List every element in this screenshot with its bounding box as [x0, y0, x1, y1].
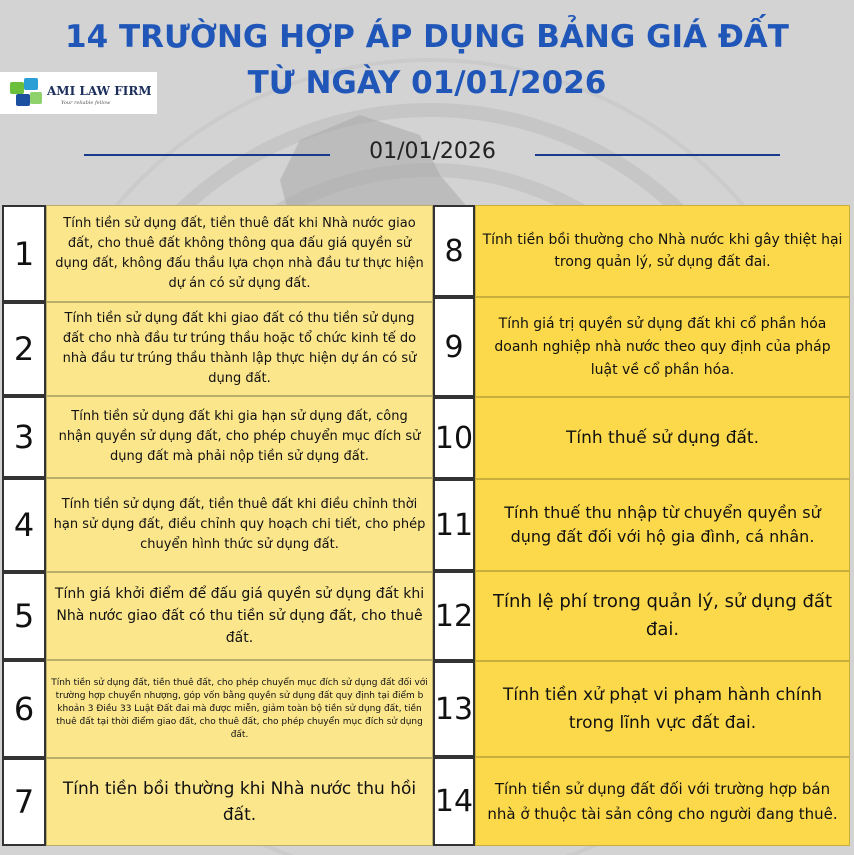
case-number: 14 [433, 757, 475, 846]
case-number: 3 [2, 396, 46, 478]
case-number: 9 [433, 297, 475, 397]
case-text-content: Tính tiền sử dụng đất khi gia hạn sử dụng đất, công nhận quyền sử dụng đất, cho phép chuyển mục đích sử dụng đất mà phải nộp tiền sử dụng đất. [58, 409, 421, 464]
case-text-content: Tính giá trị quyền sử dụng đất khi cổ phần hóa doanh nghiệp nhà nước theo quy định của pháp luật về cổ phần hóa. [494, 315, 831, 378]
case-number: 10 [433, 397, 475, 479]
case-text-content: Tính tiền bồi thường khi Nhà nước thu hồi đất. [62, 779, 417, 825]
case-text [475, 205, 850, 297]
case-text [46, 302, 433, 396]
case-text [475, 661, 850, 757]
case-number: 2 [2, 302, 46, 396]
case-number: 5 [2, 572, 46, 660]
case-number: 8 [433, 205, 475, 297]
case-text [475, 297, 850, 397]
case-text-content: Tính tiền sử dụng đất, tiền thuê đất, cho phép chuyển mục đích sử dụng đất đối với trường hợp chuyển nhượng, góp vốn bằng quyền sử dụng đất quy định tại điểm b khoản 3 Điều 33 Luật Đất đai mà được miễn, giảm toàn bộ tiền sử dụng đất, tiền thuê đất tại thời điểm giao đất, cho thuê đất, cho phép chuyển mục đích sử dụng đất. [51, 677, 428, 740]
law-firm-logo [0, 72, 157, 114]
case-text [46, 478, 433, 572]
case-text [475, 571, 850, 661]
date-divider-left [84, 154, 330, 156]
date-divider-right [535, 154, 780, 156]
case-text-content: Tính tiền sử dụng đất đối với trường hợp bán nhà ở thuộc tài sản công cho người đang thuê. [487, 779, 838, 823]
case-number: 7 [2, 758, 46, 846]
puzzle-logo-icon [8, 76, 44, 110]
case-text [46, 396, 433, 478]
case-text-content: Tính thuế sử dụng đất. [566, 428, 759, 448]
case-number: 6 [2, 660, 46, 758]
case-text [46, 758, 433, 846]
case-text [46, 660, 433, 758]
case-number: 4 [2, 478, 46, 572]
case-text-content: Tính tiền sử dụng đất, tiền thuê đất khi Nhà nước giao đất, cho thuê đất không thông qua đấu giá quyền sử dụng đất, không đấu thầu lựa chọn nhà đầu tư thực hiện dự án có sử dụng đất. [55, 215, 424, 291]
case-number: 13 [433, 661, 475, 757]
case-text [475, 397, 850, 479]
page-title-line-2: TỪ NGÀY 01/01/2026 [247, 65, 607, 101]
case-text-content: Tính tiền bồi thường cho Nhà nước khi gây thiệt hại trong quản lý, sử dụng đất đai. [482, 232, 843, 270]
case-text-content: Tính tiền sử dụng đất khi giao đất có thu tiền sử dụng đất cho nhà đầu tư trúng thầu hoặc tổ chức kinh tế do nhà đầu tư trúng thầu thành lập thực hiện dự án có sử dụng đất. [62, 311, 417, 386]
case-text [46, 572, 433, 660]
logo-tagline: Your reliable fellow [61, 100, 111, 106]
case-number: 12 [433, 571, 475, 661]
case-text-content: Tính giá khởi điểm để đấu giá quyền sử dụng đất khi Nhà nước giao đất có thu tiền sử dụng đất, cho thuê đất. [54, 586, 425, 646]
page-title-line-1: 14 TRƯỜNG HỢP ÁP DỤNG BẢNG GIÁ ĐẤT [65, 19, 789, 55]
case-text [46, 205, 433, 302]
case-text [475, 479, 850, 571]
case-text [475, 757, 850, 846]
case-number: 11 [433, 479, 475, 571]
effective-date: 01/01/2026 [369, 139, 496, 164]
case-text-content: Tính tiền xử phạt vi phạm hành chính trong lĩnh vực đất đai. [502, 685, 823, 733]
case-text-content: Tính tiền sử dụng đất, tiền thuê đất khi điều chỉnh thời hạn sử dụng đất, điều chỉnh quy hoạch chi tiết, cho phép chuyển hình thức sử dụng đất. [53, 497, 426, 552]
logo-name: AMI LAW FIRM [47, 84, 152, 98]
case-text-content: Tính lệ phí trong quản lý, sử dụng đất đai. [492, 591, 833, 640]
case-number: 1 [2, 205, 46, 302]
case-text-content: Tính thuế thu nhập từ chuyển quyền sử dụng đất đối với hộ gia đình, cá nhân. [504, 503, 821, 546]
